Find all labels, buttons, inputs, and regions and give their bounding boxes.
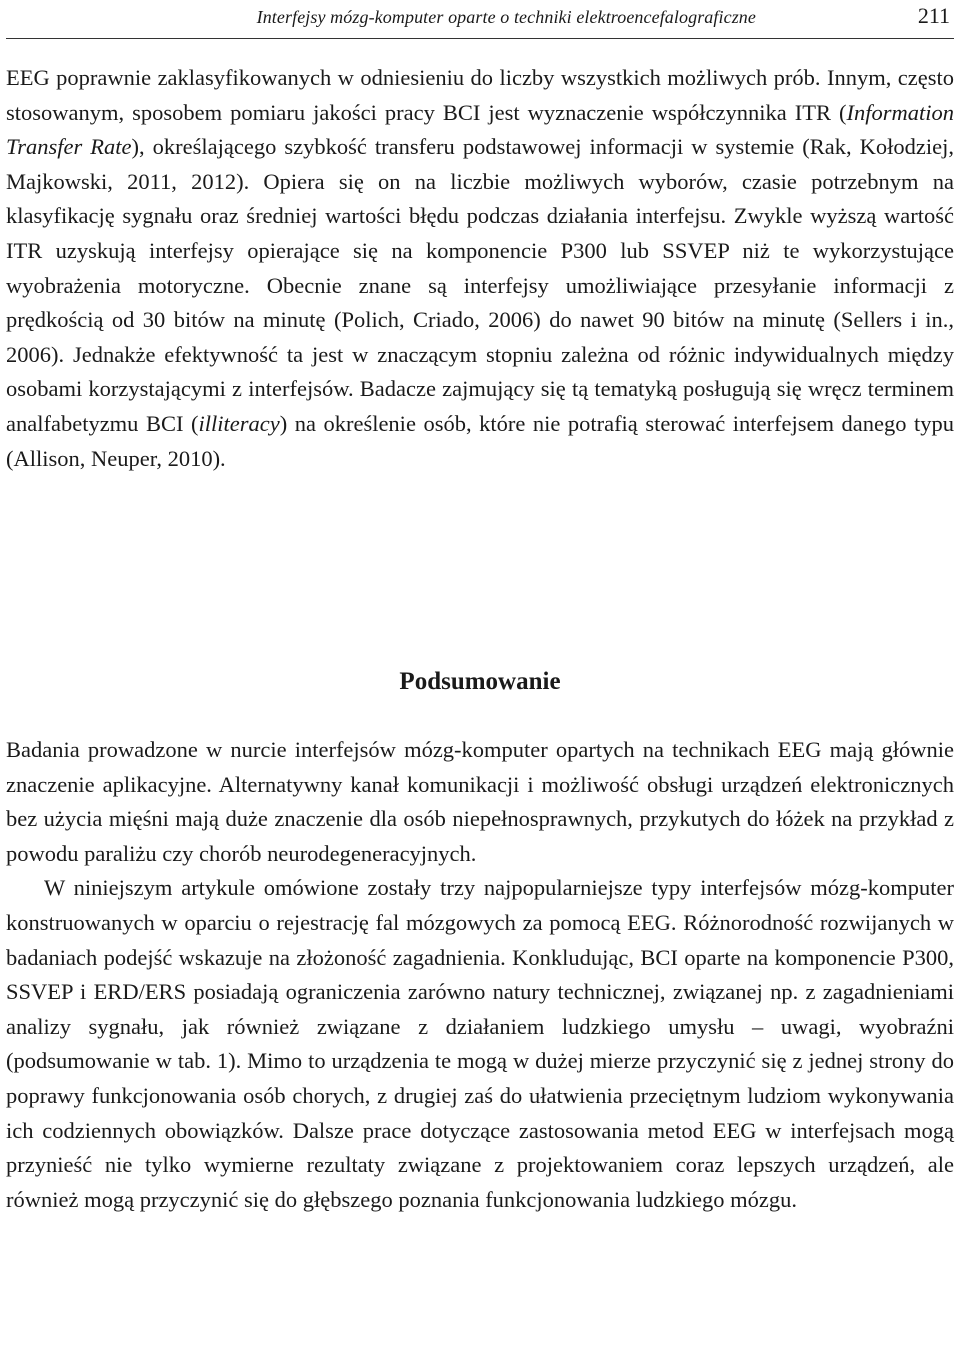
itr-term-italic: Information Transfer Rate	[6, 99, 954, 160]
body-text-summary	[6, 733, 954, 1217]
paragraph-itr-text-b: ), określającego szybkość transferu podstawowej informacji w systemie (Rak, Kołodziej, Majkowski, 2011, 2012). Opiera się on na liczbie możliwych wyborów, czasie potrzebnym na klasyfikację sygnału oraz średniej wartości błędu podczas działania interfejsu. Zwykle wyższą wartość ITR uzyskują interfejsy opierające się na komponencie P300 lub SSVEP niż te wykorzystujące wyobrażenia motoryczne. Obecnie znane są interfejsy umożliwiające przesyłanie informacji z prędkością od 30 bitów na minutę (Polich, Criado, 2006) do nawet 90 bitów na minutę (Sellers i in., 2006). Jednakże efektywność ta jest w znaczącym stopniu zależna od różnic indywidualnych między osobami korzystającymi z interfejsów. Badacze zajmujący się tą tematyką posługują się wręcz terminem analfabetyzmu BCI (	[6, 134, 955, 436]
paragraph-itr-text-a: EEG poprawnie zaklasyfikowanych w odniesieniu do liczby wszystkich możliwych prób. Innym, często stosowanym, sposobem pomiaru jakości pracy BCI jest wyznaczenie współczynnika ITR (	[6, 65, 954, 125]
paragraph-itr-text-c: ) na określenie osób, które nie potrafią sterować interfejsem danego typu (Allison, Neuper, 2010).	[6, 410, 954, 471]
section-heading: Podsumowanie	[399, 668, 561, 695]
running-header	[6, 0, 954, 39]
paragraph-summary-2: W niniejszym artykule omówione zostały trzy najpopularniejsze typy interfejsów mózg-komputer konstruowanych w oparciu o rejestrację fal mózgowych za pomocą EEG. Różnorodność rozwijanych w badaniach podejść wskazuje na złożoność zagadnienia. Konkludując, BCI oparte na komponencie P300, SSVEP i ERD/ERS posiadają ograniczenia zarówno natury technicznej, związanej np. z zagadnieniami analizy sygnału, jak również związane z działaniem ludzkiego umysłu – uwagi, wyobraźni (podsumowanie w tab. 1). Mimo to urządzenia te mogą w dużej mierze przyczynić się z jednej strony do poprawy funkcjonowania osób chorych, z drugiej zaś do ułatwienia przeciętnym ludziom wykonywania ich codziennych obowiązków. Dalsze prace dotyczące zastosowania metod EEG w interfejsach mogą przynieść nie tylko wymierne rezultaty związane z projektowaniem coraz lepszych urządzeń, ale również mogą przyczynić się do głębszego poznania funkcjonowania ludzkiego mózgu.	[6, 875, 954, 1212]
page-number: 211	[917, 3, 950, 28]
illiteracy-term-italic: illiteracy	[198, 410, 280, 436]
paragraph-summary-1: Badania prowadzone w nurcie interfejsów mózg-komputer opartych na technikach EEG mają głównie znaczenie aplikacyjne. Alternatywny kanał komunikacji i możliwość obsługi urządzeń elektronicznych bez użycia mięśni mają duże znaczenie dla osób niepełnosprawnych, przykutych do łóżek na przykład z powodu paraliżu czy chorób neurodegeneracyjnych.	[6, 737, 954, 866]
paragraph-itr	[6, 61, 954, 476]
running-title: Interfejsy mózg-komputer oparte o techniki elektroencefalograficzne	[256, 7, 756, 27]
body-text-top	[6, 61, 954, 476]
